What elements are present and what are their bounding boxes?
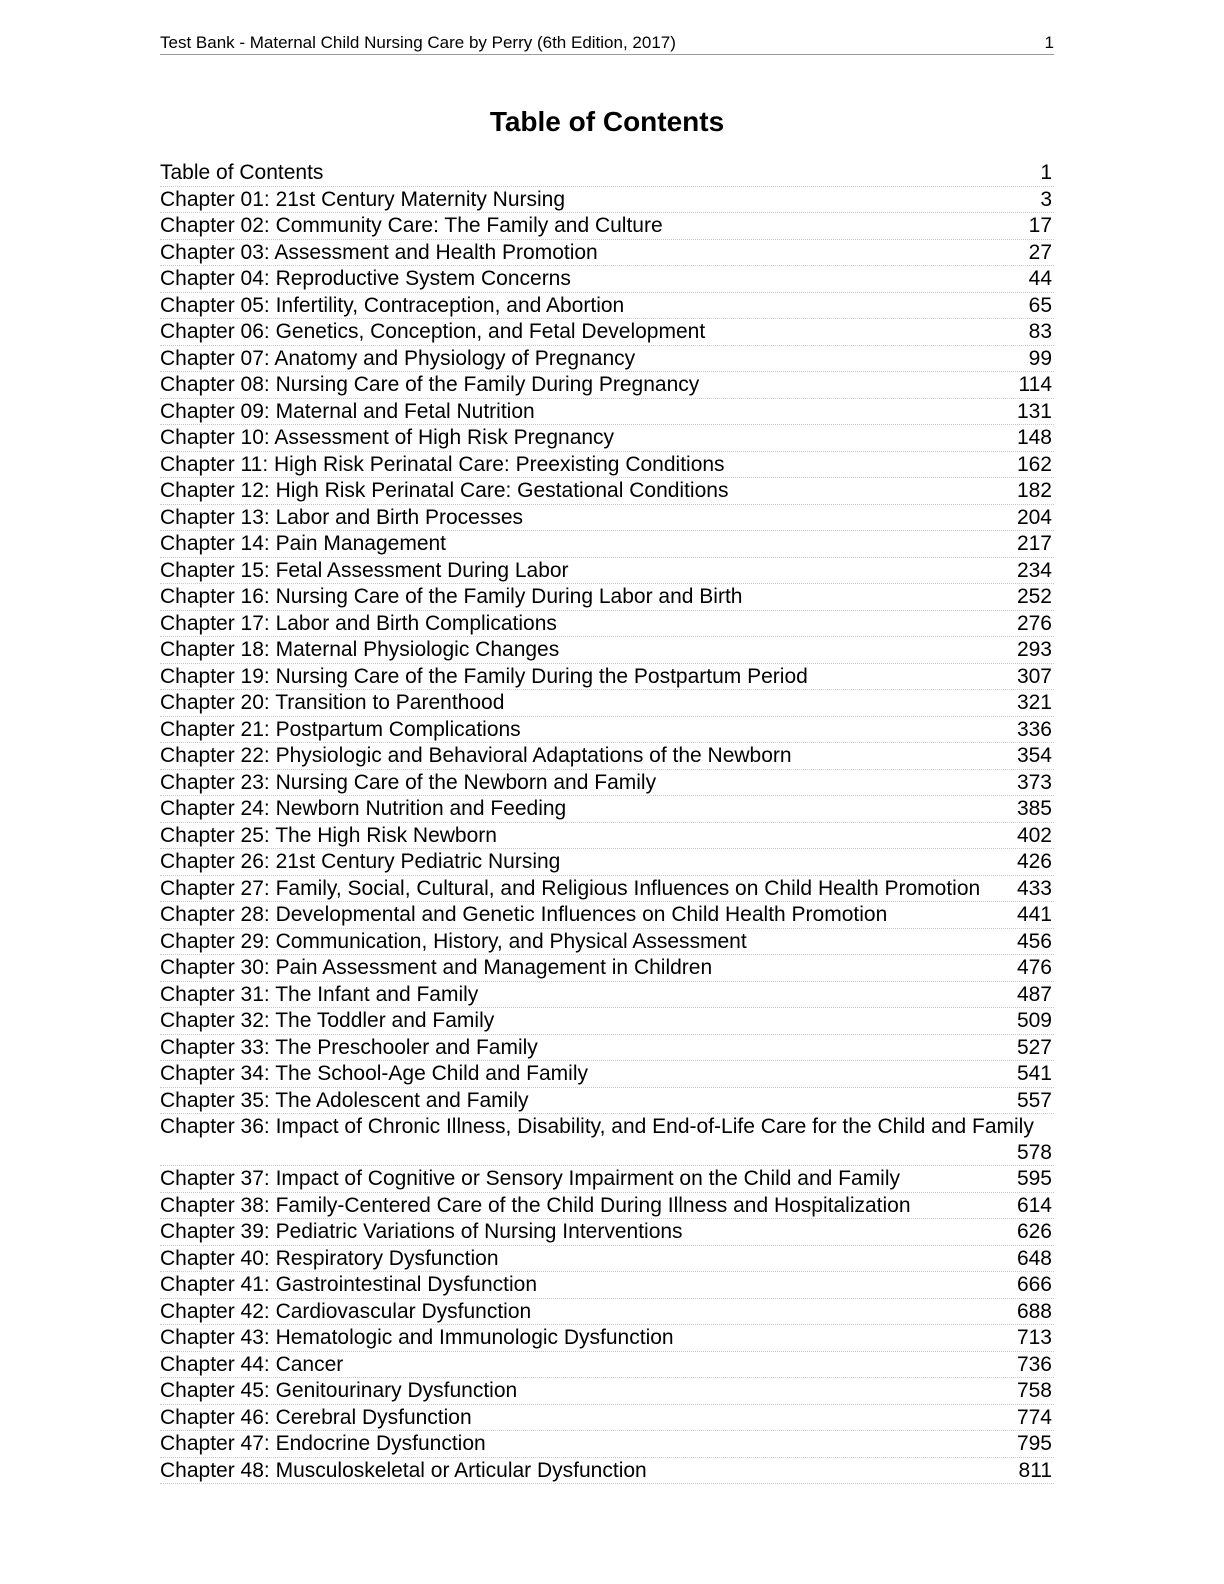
toc-entry[interactable] bbox=[160, 902, 1054, 929]
toc-entry[interactable] bbox=[160, 1431, 1054, 1458]
toc-entry[interactable] bbox=[160, 823, 1054, 850]
toc-entry-title[interactable]: Chapter 29: Communication, History, and Physical Assessment bbox=[160, 929, 747, 953]
toc-entry[interactable] bbox=[160, 796, 1054, 823]
toc-entry[interactable] bbox=[160, 1008, 1054, 1035]
toc-entry[interactable] bbox=[160, 213, 1054, 240]
toc-entry-page-number[interactable]: 162 bbox=[1016, 452, 1052, 476]
toc-list bbox=[160, 160, 1054, 1484]
toc-entry-page-number[interactable]: 557 bbox=[1016, 1088, 1052, 1112]
toc-entry-page-number[interactable]: 688 bbox=[1016, 1299, 1052, 1323]
toc-entry-title[interactable]: Chapter 48: Musculoskeletal or Articular Dysfunction bbox=[160, 1458, 647, 1482]
toc-entry[interactable] bbox=[160, 849, 1054, 876]
toc-entry-title[interactable]: Chapter 12: High Risk Perinatal Care: Gestational Conditions bbox=[160, 479, 729, 502]
toc-entry-title[interactable]: Chapter 21: Postpartum Complications bbox=[160, 717, 521, 741]
toc-entry-title[interactable]: Chapter 10: Assessment of High Risk Pregnancy bbox=[160, 426, 615, 449]
toc-entry[interactable] bbox=[160, 584, 1054, 611]
toc-entry-page-number[interactable]: 736 bbox=[1016, 1352, 1052, 1376]
toc-entry-page-number[interactable]: 373 bbox=[1016, 770, 1052, 794]
running-header-title: Test Bank - Maternal Child Nursing Care by Perry (6th Edition, 2017) bbox=[160, 33, 676, 52]
toc-entry[interactable] bbox=[160, 558, 1054, 585]
toc-entry[interactable] bbox=[160, 425, 1054, 452]
toc-entry[interactable] bbox=[160, 876, 1054, 903]
toc-entry[interactable] bbox=[160, 690, 1054, 717]
toc-entry-title[interactable]: Chapter 05: Infertility, Contraception, and Abortion bbox=[160, 293, 625, 317]
toc-entry-title[interactable]: Chapter 03: Assessment and Health Promotion bbox=[160, 240, 598, 264]
toc-entry-title[interactable]: Chapter 36: Impact of Chronic Illness, Disability, and End-of-Life Care for the Child and Family bbox=[160, 1115, 1034, 1138]
toc-entry-page-number[interactable]: 795 bbox=[1016, 1432, 1052, 1455]
toc-entry-title[interactable]: Chapter 45: Genitourinary Dysfunction bbox=[160, 1379, 518, 1402]
toc-entry[interactable] bbox=[160, 1088, 1054, 1115]
toc-entry[interactable] bbox=[160, 266, 1054, 293]
toc-entry-title[interactable]: Chapter 19: Nursing Care of the Family During the Postpartum Period bbox=[160, 664, 808, 688]
toc-entry[interactable] bbox=[160, 187, 1054, 214]
toc-entry-title[interactable]: Chapter 47: Endocrine Dysfunction bbox=[160, 1432, 486, 1455]
toc-entry[interactable] bbox=[160, 1193, 1054, 1220]
toc-entry-page-number[interactable]: 44 bbox=[1028, 267, 1052, 290]
toc-entry-page-number[interactable]: 17 bbox=[1028, 214, 1052, 237]
toc-entry[interactable] bbox=[160, 717, 1054, 744]
toc-entry-page-number[interactable]: 713 bbox=[1016, 1326, 1052, 1349]
toc-entry-page-number[interactable]: 217 bbox=[1016, 532, 1052, 555]
toc-entry[interactable] bbox=[160, 319, 1054, 346]
toc-entry-title[interactable]: Chapter 13: Labor and Birth Processes bbox=[160, 505, 524, 529]
toc-entry-title[interactable]: Chapter 39: Pediatric Variations of Nursing Interventions bbox=[160, 1220, 683, 1243]
toc-entry[interactable] bbox=[160, 1299, 1054, 1326]
toc-entry-page-number[interactable]: 441 bbox=[1016, 903, 1052, 926]
toc-entry-page-number[interactable]: 426 bbox=[1016, 850, 1052, 873]
toc-entry-page-number[interactable]: 811 bbox=[1018, 1458, 1052, 1482]
toc-entry[interactable] bbox=[160, 1061, 1054, 1088]
toc-entry-page-number[interactable]: 321 bbox=[1016, 691, 1052, 714]
toc-entry-title[interactable]: Chapter 14: Pain Management bbox=[160, 532, 447, 555]
toc-entry-title[interactable]: Chapter 37: Impact of Cognitive or Sensory Impairment on the Child and Family bbox=[160, 1167, 901, 1190]
toc-entry[interactable] bbox=[160, 1035, 1054, 1062]
toc-entry[interactable] bbox=[160, 1325, 1054, 1352]
toc-entry-page-number[interactable]: 626 bbox=[1016, 1220, 1052, 1243]
toc-entry-page-number[interactable]: 385 bbox=[1016, 797, 1052, 820]
toc-entry-title[interactable]: Chapter 20: Transition to Parenthood bbox=[160, 691, 505, 714]
toc-entry-title[interactable]: Chapter 11: High Risk Perinatal Care: Preexisting Conditions bbox=[160, 452, 725, 476]
toc-entry-page-number[interactable]: 527 bbox=[1016, 1035, 1052, 1059]
toc-entry-page-number[interactable]: 182 bbox=[1016, 479, 1052, 502]
toc-entry-title[interactable]: Chapter 31: The Infant and Family bbox=[160, 982, 479, 1006]
toc-entry-page-number[interactable]: 204 bbox=[1016, 505, 1052, 529]
toc-entry-page-number[interactable]: 456 bbox=[1016, 929, 1052, 953]
toc-entry-title[interactable]: Chapter 34: The School-Age Child and Family bbox=[160, 1062, 589, 1085]
toc-entry[interactable] bbox=[160, 955, 1054, 982]
toc-entry[interactable] bbox=[160, 1458, 1054, 1485]
toc-entry-page-number[interactable]: 83 bbox=[1028, 320, 1052, 343]
toc-entry-title[interactable]: Chapter 04: Reproductive System Concerns bbox=[160, 267, 571, 290]
toc-entry-page-number[interactable]: 509 bbox=[1016, 1009, 1052, 1032]
toc-entry-title[interactable]: Chapter 07: Anatomy and Physiology of Pregnancy bbox=[160, 346, 636, 370]
toc-entry-title[interactable]: Chapter 22: Physiologic and Behavioral Adaptations of the Newborn bbox=[160, 744, 792, 767]
toc-entry[interactable] bbox=[160, 743, 1054, 770]
running-header bbox=[160, 30, 1054, 55]
toc-entry-title[interactable]: Chapter 24: Newborn Nutrition and Feeding bbox=[160, 797, 567, 820]
toc-entry-title[interactable]: Chapter 40: Respiratory Dysfunction bbox=[160, 1246, 499, 1270]
toc-entry-title[interactable]: Chapter 33: The Preschooler and Family bbox=[160, 1035, 538, 1059]
toc-entry-title[interactable]: Chapter 41: Gastrointestinal Dysfunction bbox=[160, 1273, 538, 1296]
toc-entry-page-number[interactable]: 307 bbox=[1016, 664, 1052, 688]
toc-entry-page-number[interactable]: 293 bbox=[1016, 638, 1052, 661]
toc-entry-title[interactable]: Chapter 38: Family-Centered Care of the Child During Illness and Hospitalization bbox=[160, 1193, 911, 1217]
toc-entry-title[interactable]: Chapter 25: The High Risk Newborn bbox=[160, 823, 497, 847]
toc-entry-title[interactable]: Chapter 44: Cancer bbox=[160, 1352, 344, 1376]
toc-entry-title[interactable]: Chapter 28: Developmental and Genetic Influences on Child Health Promotion bbox=[160, 903, 888, 926]
toc-entry-title[interactable]: Chapter 09: Maternal and Fetal Nutrition bbox=[160, 399, 535, 423]
toc-entry-page-number[interactable]: 487 bbox=[1016, 982, 1052, 1006]
toc-entry-title[interactable]: Chapter 17: Labor and Birth Complications bbox=[160, 611, 557, 635]
toc-entry[interactable] bbox=[160, 1352, 1054, 1379]
toc-entry[interactable] bbox=[160, 240, 1054, 267]
toc-entry[interactable] bbox=[160, 372, 1054, 399]
toc-entry-title[interactable]: Chapter 46: Cerebral Dysfunction bbox=[160, 1405, 472, 1429]
toc-entry[interactable] bbox=[160, 929, 1054, 956]
toc-entry-page-number[interactable]: 336 bbox=[1016, 717, 1052, 741]
toc-entry-page-number[interactable]: 758 bbox=[1016, 1379, 1052, 1402]
toc-entry[interactable] bbox=[160, 1272, 1054, 1299]
toc-entry[interactable] bbox=[160, 1378, 1054, 1405]
toc-entry-page-number[interactable]: 114 bbox=[1018, 373, 1052, 396]
toc-entry-page-number[interactable]: 99 bbox=[1028, 346, 1052, 370]
toc-entry-title[interactable]: Chapter 18: Maternal Physiologic Changes bbox=[160, 638, 560, 661]
toc-entry-title[interactable]: Chapter 27: Family, Social, Cultural, and Religious Influences on Child Health Promotion bbox=[160, 876, 981, 900]
toc-entry[interactable] bbox=[160, 160, 1054, 187]
toc-entry[interactable] bbox=[160, 346, 1054, 373]
toc-entry[interactable] bbox=[160, 452, 1054, 479]
toc-entry-page-number[interactable]: 648 bbox=[1016, 1246, 1052, 1270]
toc-entry-page-number[interactable]: 402 bbox=[1016, 823, 1052, 847]
toc-entry-page-number[interactable]: 65 bbox=[1028, 293, 1052, 317]
toc-entry-title[interactable]: Chapter 43: Hematologic and Immunologic Dysfunction bbox=[160, 1326, 674, 1349]
toc-entry-title[interactable]: Chapter 32: The Toddler and Family bbox=[160, 1009, 495, 1032]
page-title: Table of Contents bbox=[489, 106, 725, 137]
toc-entry-page-number[interactable]: 614 bbox=[1016, 1193, 1052, 1217]
toc-entry[interactable] bbox=[160, 982, 1054, 1009]
toc-entry-page-number[interactable]: 276 bbox=[1016, 611, 1052, 635]
toc-entry[interactable] bbox=[160, 399, 1054, 426]
toc-entry[interactable] bbox=[160, 531, 1054, 558]
toc-entry-title[interactable]: Chapter 30: Pain Assessment and Management in Children bbox=[160, 956, 713, 979]
toc-entry-page-number[interactable]: 3 bbox=[1040, 187, 1052, 211]
toc-entry-title[interactable]: Chapter 26: 21st Century Pediatric Nursing bbox=[160, 850, 561, 873]
toc-entry-page-number[interactable]: 666 bbox=[1016, 1273, 1052, 1296]
toc-entry-page-number[interactable]: 476 bbox=[1016, 956, 1052, 979]
toc-entry-page-number[interactable]: 595 bbox=[1016, 1167, 1052, 1190]
toc-entry[interactable] bbox=[160, 770, 1054, 797]
toc-entry-title[interactable]: Chapter 23: Nursing Care of the Newborn and Family bbox=[160, 770, 657, 794]
toc-entry-page-number[interactable]: 252 bbox=[1016, 585, 1052, 608]
toc-entry-title[interactable]: Chapter 08: Nursing Care of the Family During Pregnancy bbox=[160, 373, 700, 396]
toc-entry-page-number[interactable]: 774 bbox=[1016, 1405, 1052, 1429]
toc-entry[interactable] bbox=[160, 611, 1054, 638]
toc-entry[interactable] bbox=[160, 1246, 1054, 1273]
toc-entry[interactable] bbox=[160, 1114, 1054, 1166]
toc-entry-page-number[interactable]: 234 bbox=[1016, 558, 1052, 582]
toc-entry-title[interactable]: Table of Contents bbox=[160, 161, 324, 184]
toc-entry[interactable] bbox=[160, 478, 1054, 505]
toc-entry[interactable] bbox=[160, 1166, 1054, 1193]
toc-entry-title[interactable]: Chapter 15: Fetal Assessment During Labor bbox=[160, 558, 569, 582]
toc-entry-page-number[interactable]: 578 bbox=[1016, 1140, 1052, 1164]
toc-entry-page-number[interactable]: 1 bbox=[1040, 161, 1052, 184]
toc-entry[interactable] bbox=[160, 293, 1054, 320]
toc-entry-title[interactable]: Chapter 06: Genetics, Conception, and Fetal Development bbox=[160, 320, 706, 343]
toc-entry[interactable] bbox=[160, 637, 1054, 664]
toc-entry-title[interactable]: Chapter 01: 21st Century Maternity Nursing bbox=[160, 187, 566, 211]
toc-entry-title[interactable]: Chapter 16: Nursing Care of the Family During Labor and Birth bbox=[160, 585, 743, 608]
toc-entry-page-number[interactable]: 541 bbox=[1016, 1062, 1052, 1085]
toc-entry-page-number[interactable]: 148 bbox=[1016, 426, 1052, 449]
toc-entry[interactable] bbox=[160, 1405, 1054, 1432]
toc-entry-title[interactable]: Chapter 02: Community Care: The Family and Culture bbox=[160, 214, 663, 237]
toc-entry[interactable] bbox=[160, 505, 1054, 532]
toc-entry-title[interactable]: Chapter 35: The Adolescent and Family bbox=[160, 1088, 529, 1112]
toc-entry-page-number[interactable]: 27 bbox=[1028, 240, 1052, 264]
toc-entry[interactable] bbox=[160, 1219, 1054, 1246]
toc-entry-page-number[interactable]: 131 bbox=[1016, 399, 1052, 423]
toc-entry-title[interactable]: Chapter 42: Cardiovascular Dysfunction bbox=[160, 1299, 532, 1323]
running-header-page-number: 1 bbox=[1044, 33, 1054, 52]
toc-entry[interactable] bbox=[160, 664, 1054, 691]
toc-entry-page-number[interactable]: 433 bbox=[1016, 876, 1052, 900]
toc-entry-page-number[interactable]: 354 bbox=[1016, 744, 1052, 767]
